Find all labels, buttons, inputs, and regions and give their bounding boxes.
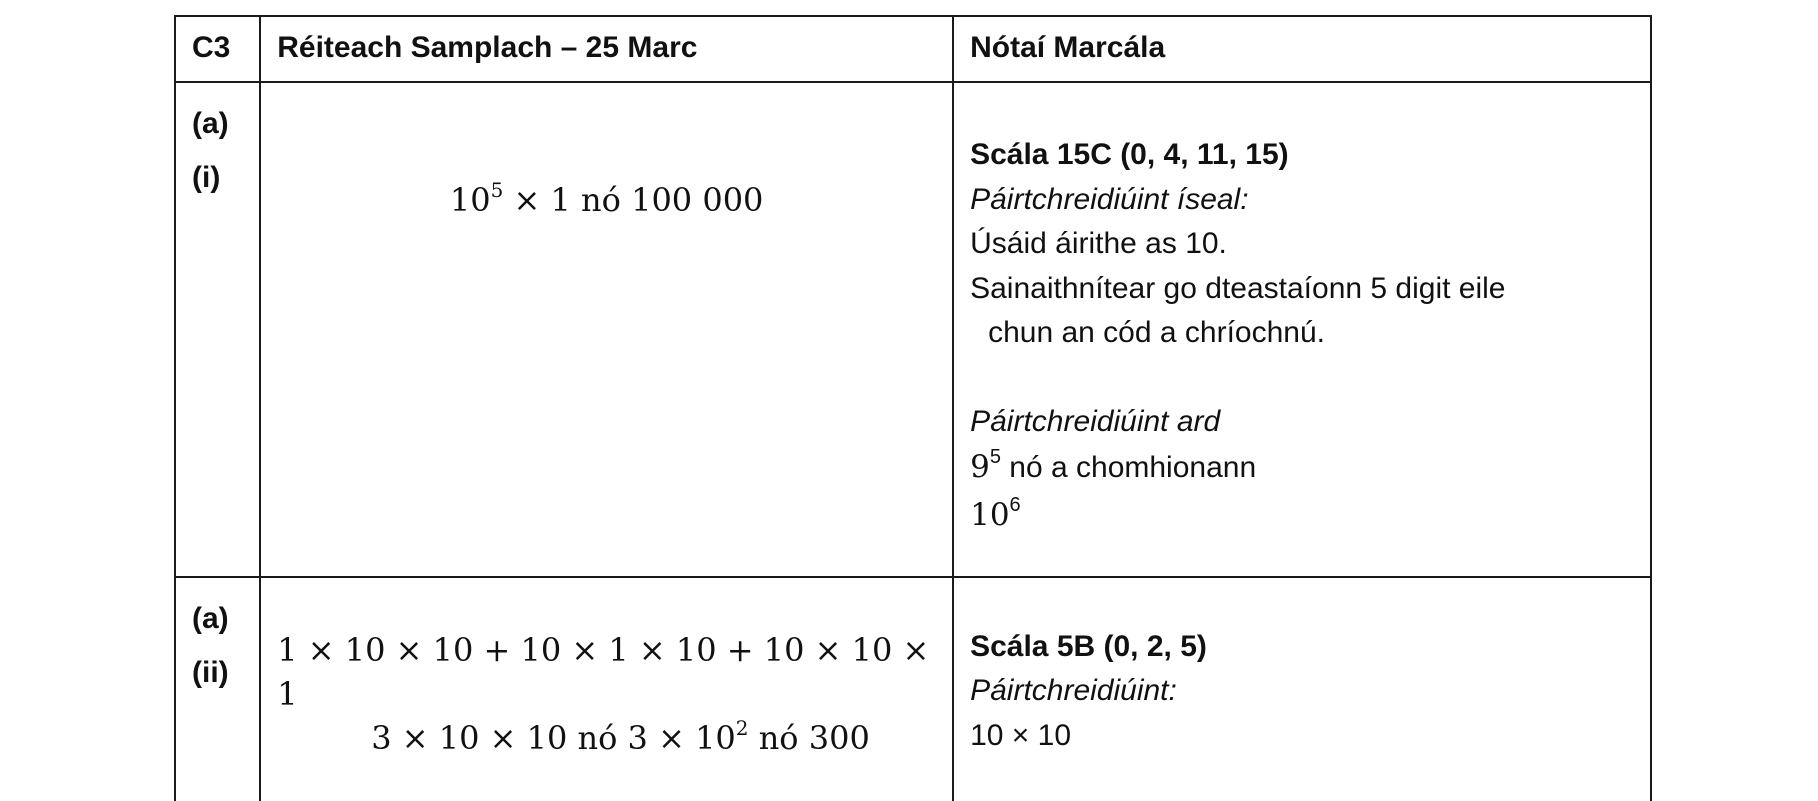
header-question-cell [175,16,260,82]
low-partial-credit-line: chun an cód a chríochnú. [988,316,1325,350]
marking-scheme-table [174,15,1652,801]
header-notes-cell [953,16,1651,82]
solution-line2-pre: 3 × 10 × 10 nó 3 × 10 [371,718,736,757]
part-label: (a) [192,601,229,635]
low-partial-credit-line: Sainaithnítear go dteastaíonn 5 digit eile [970,271,1506,305]
marking-notes [954,578,1650,759]
marking-scale: Scála 15C (0, 4, 11, 15) [970,138,1289,172]
solution-exponent: 5 [490,178,504,203]
solution-base: 10 [449,181,491,220]
low-partial-credit-label: Páirtchreidiúint íseal: [970,182,1249,216]
high-exponent: 5 [989,445,1001,468]
marking-scale: Scála 5B (0, 2, 5) [970,629,1207,663]
subpart-label: (ii) [192,655,229,689]
question-label-cell [175,82,260,577]
solution-line [277,716,952,764]
partial-credit-line: 10 × 10 [970,718,1072,752]
table-row [175,577,1651,801]
solution-cell [260,577,953,801]
solution-cell [260,82,953,577]
high-rest: nó a chomhionann [1000,450,1257,484]
solution-rest: × 1 nó 100 000 [503,181,764,220]
question-label-cell [175,577,260,801]
low-partial-credit-line: Úsáid áirithe as 10. [970,227,1227,261]
high-partial-credit-label: Páirtchreidiúint ard [970,405,1221,439]
spacer [970,356,1650,401]
solution-exponent: 2 [735,715,749,740]
high-partial-credit-line [970,445,1650,494]
header-question: C3 [192,31,231,64]
subpart-label: (i) [192,161,221,195]
notes-cell [953,82,1651,577]
table-header-row [175,16,1651,82]
high-base: 10 [970,497,1010,534]
partial-credit-label: Páirtchreidiúint: [970,674,1177,708]
notes-cell [953,577,1651,801]
header-notes: Nótaí Marcála [970,31,1166,64]
part-label: (a) [192,107,229,141]
header-solution: Réiteach Samplach – 25 Marc [277,31,698,64]
sample-solution [261,578,952,764]
sample-solution [261,83,952,224]
header-solution-cell [260,16,953,82]
marking-notes [954,83,1650,542]
solution-line: 1 × 10 × 10 + 10 × 1 × 10 + 10 × 10 × 1 [277,630,930,713]
high-base: 9 [970,448,990,485]
high-partial-credit-line [970,493,1650,542]
high-exponent: 6 [1009,494,1021,517]
table-row [175,82,1651,577]
solution-line2-post: nó 300 [748,718,870,757]
